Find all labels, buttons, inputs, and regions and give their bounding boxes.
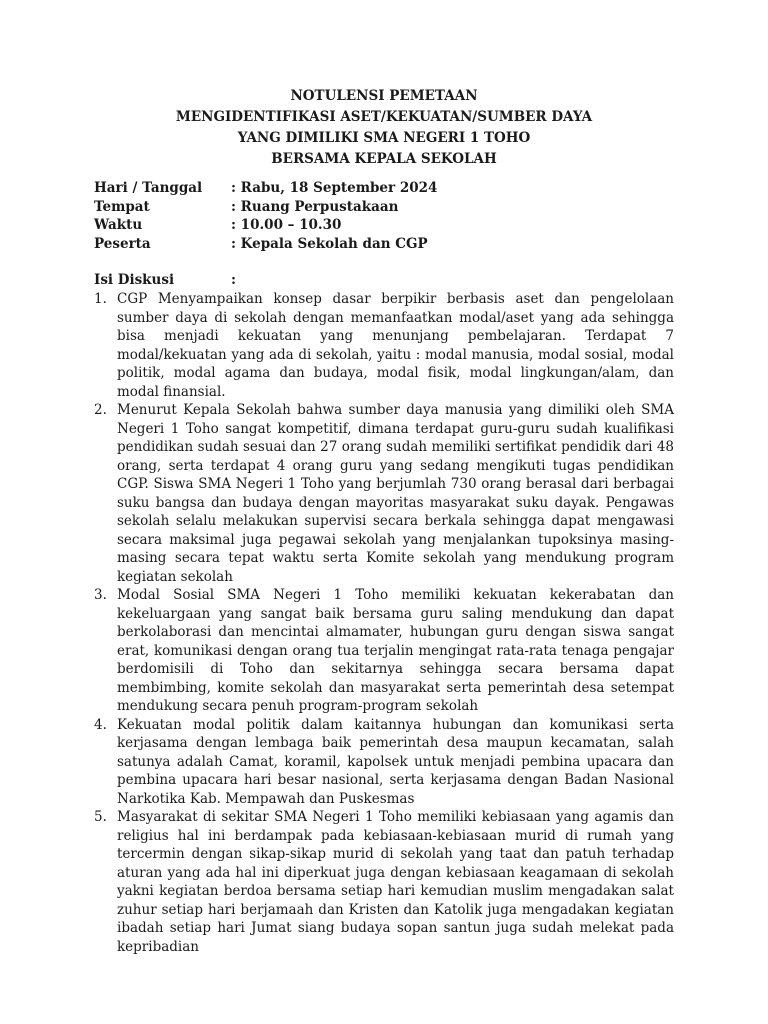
list-item: [94, 808, 674, 956]
list-item: [94, 290, 674, 401]
meta-row-place: [94, 198, 674, 217]
item-number: 4.: [94, 716, 107, 733]
title-line-2: MENGIDENTIFIKASI ASET/KEKUATAN/SUMBER DAYA: [175, 109, 593, 125]
item-number: 3.: [94, 587, 107, 603]
list-item: [94, 716, 674, 809]
title-line-4: BERSAMA KEPALA SEKOLAH: [271, 151, 497, 167]
meta-row-date: [94, 179, 674, 198]
meta-row-time: [94, 216, 674, 235]
item-number: 2.: [94, 402, 107, 418]
item-text: Menurut Kepala Sekolah bahwa sumber daya manusia yang dimiliki oleh SMA Negeri 1 Toho sangat kompetitif, dimana terdapat guru-guru sudah kualifikasi pendidikan sudah sesuai dan 27 orang sudah memiliki sertifikat pendidik dari 48 orang, serta terdapat 4 orang guru yang sedang mengikuti tugas pendidikan CGP. Siswa SMA Negeri 1 Toho yang berjumlah 730 orang berasal dari berbagai suku bangsa dan budaya dengan mayoritas masyarakat suku dayak. Pengawas sekolah selalu melakukan supervisi secara berkala sehingga dapat mengawasi secara maksimal juga pegawai sekolah yang menjalankan tupoksinya masing-masing secara tepat waktu serta Komite sekolah yang mendukung program kegiatan sekolah: [117, 402, 674, 585]
discussion-heading: [94, 271, 674, 290]
list-item: [94, 586, 674, 716]
time-label: Waktu: [94, 217, 143, 233]
title-line-3: YANG DIMILIKI SMA NEGERI 1 TOHO: [237, 130, 531, 146]
list-item: [94, 401, 674, 586]
discussion-colon: :: [231, 272, 236, 288]
discussion-label: Isi Diskusi: [94, 272, 175, 288]
meeting-info: [94, 179, 674, 253]
time-value: : 10.00 – 10.30: [231, 217, 342, 233]
item-text: Kekuatan modal politik dalam kaitannya hubungan dan komunikasi serta kerjasama dengan lembaga baik pemerintah desa maupun kecamatan, salah satunya adalah Camat, koramil, kapolsek untuk menjadi pembina upacara dan pembina upacara hari besar nasional, serta kerjasama dengan Badan Nasional Narkotika Kab. Mempawah dan Puskesmas: [117, 716, 674, 807]
participants-label: Peserta: [94, 235, 151, 252]
title-line-1: NOTULENSI PEMETAAN: [290, 88, 478, 104]
date-label: Hari / Tanggal: [94, 180, 203, 196]
item-number: 1.: [94, 291, 107, 307]
item-text: Masyarakat di sekitar SMA Negeri 1 Toho memiliki kebiasaan yang agamis dan religius hal ini berdampak pada kebiasaan-kebiasaan murid di rumah yang tercermin dengan sikap-sikap murid di sekolah yang taat dan patuh terhadap aturan yang ada hal ini diperkuat juga dengan kebiasaan keagamaan di sekolah yakni kegiatan berdoa bersama setiap hari kemudian muslim mengadakan salat zuhur setiap hari berjamaah dan Kristen dan Katolik juga mengadakan kegiatan ibadah setiap hari Jumat siang budaya sopan santun juga sudah melekat pada kepribadian: [117, 809, 674, 955]
place-value: : Ruang Perpustakaan: [231, 198, 399, 215]
meta-row-participants: [94, 235, 674, 254]
place-label: Tempat: [94, 198, 150, 215]
item-text: Modal Sosial SMA Negeri 1 Toho memiliki kekuatan kekerabatan dan kekeluargaan yang sangat baik bersama guru saling mendukung dan dapat berkolaborasi dan mencintai almamater, hubungan guru dengan siswa sangat erat, komunikasi dengan orang tua terjalin mengingat rata-rata tenaga pengajar berdomisili di Toho dan sekitarnya sehingga secara bersama dapat membimbing, komite sekolah dan masyarakat serta pemerintah desa setempat mendukung secara penuh program-program sekolah: [117, 587, 674, 714]
discussion-list: [94, 290, 674, 956]
item-number: 5.: [94, 809, 107, 825]
item-text: CGP Menyampaikan konsep dasar berpikir berbasis aset dan pengelolaan sumber daya di sekolah dengan memanfaatkan modal/aset yang ada sehingga bisa menjadi kekuatan yang menunjang pembelajaran. Terdapat 7 modal/kekuatan yang ada di sekolah, yaitu : modal manusia, modal sosial, modal politik, modal agama dan budaya, modal fisik, modal lingkungan/alam, dan modal finansial.: [117, 291, 674, 400]
document-title: [0, 86, 768, 170]
participants-value: : Kepala Sekolah dan CGP: [231, 235, 428, 252]
date-value: : Rabu, 18 September 2024: [231, 180, 438, 196]
